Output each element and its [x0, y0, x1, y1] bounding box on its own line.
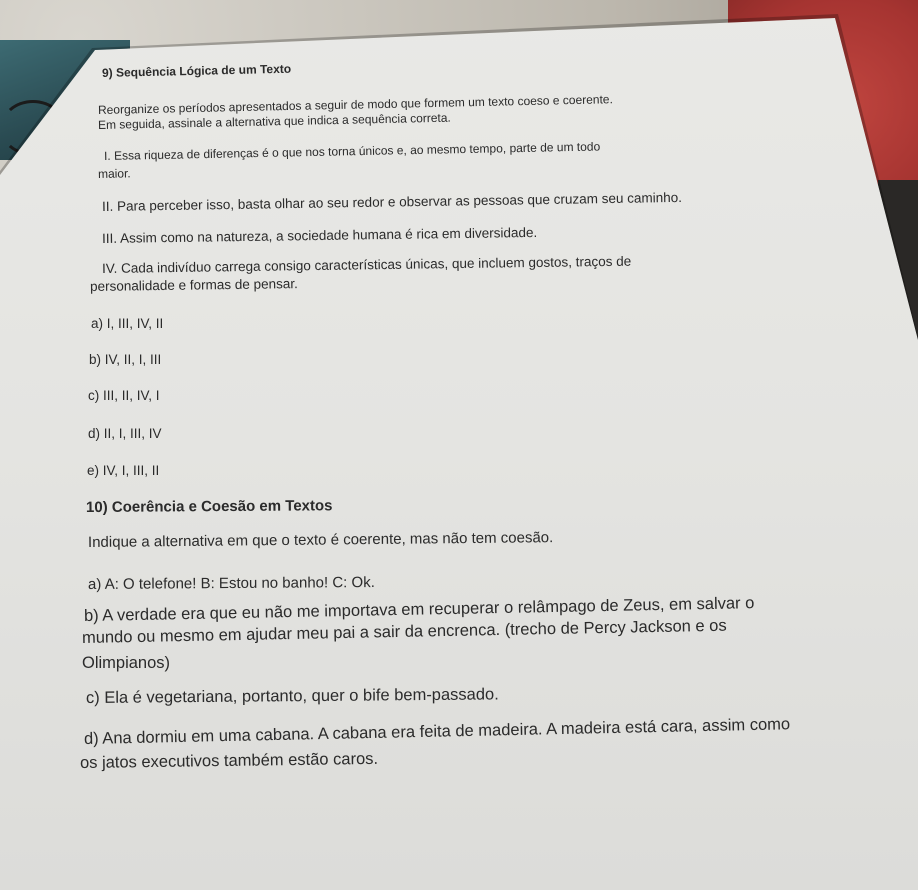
- option-10a: a) A: O telefone! B: Estou no banho! C: Ok.: [87, 573, 375, 593]
- option-9e: e) IV, I, III, II: [87, 463, 160, 478]
- statement-III: III. Assim como na natureza, a sociedade humana é rica em diversidade.: [101, 224, 538, 246]
- option-9a: a) I, III, IV, II: [91, 316, 164, 331]
- statement-I-line-1: I. Essa riqueza de diferenças é o que nos torna únicos e, ao mesmo tempo, parte de um todo: [103, 139, 601, 163]
- option-9c: c) III, II, IV, I: [88, 388, 160, 403]
- option-9b: b) IV, II, I, III: [89, 352, 162, 367]
- question-9-instruction-line-2: Em seguida, assinale a alternativa que indica a sequência correta.: [97, 110, 451, 132]
- question-9-instruction-line-1: Reorganize os períodos apresentados a seguir de modo que formem um texto coeso e coerente.: [97, 92, 614, 117]
- option-9d: d) II, I, III, IV: [88, 426, 162, 441]
- option-10d-line-1: d) Ana dormiu em uma cabana. A cabana era feita de madeira. A madeira está cara, assim como: [83, 715, 791, 748]
- option-10b-line-2: mundo ou mesmo em ajudar meu pai a sair da encrenca. (trecho de Percy Jackson e os: [81, 616, 727, 647]
- statement-II: II. Para perceber isso, basta olhar ao seu redor e observar as pessoas que cruzam seu caminho.: [101, 189, 683, 214]
- option-10b-line-3: Olimpianos): [82, 654, 171, 672]
- statement-IV-line-2: personalidade e formas de pensar.: [89, 276, 298, 294]
- option-10c: c) Ela é vegetariana, portanto, quer o bife bem-passado.: [85, 685, 499, 707]
- question-10-title: 10) Coerência e Coesão em Textos: [85, 497, 333, 516]
- statement-IV-line-1: IV. Cada indivíduo carrega consigo características únicas, que incluem gostos, traços de: [101, 253, 632, 276]
- option-10b-line-1: b) A verdade era que eu não me importava em recuperar o relâmpago de Zeus, em salvar o: [83, 594, 755, 625]
- question-9-title: 9) Sequência Lógica de um Texto: [101, 61, 292, 80]
- statement-I-line-2: maior.: [97, 166, 131, 181]
- option-10d-line-2: os jatos executivos também estão caros.: [79, 749, 379, 772]
- question-10-instruction: Indique a alternativa em que o texto é coerente, mas não tem coesão.: [87, 529, 554, 551]
